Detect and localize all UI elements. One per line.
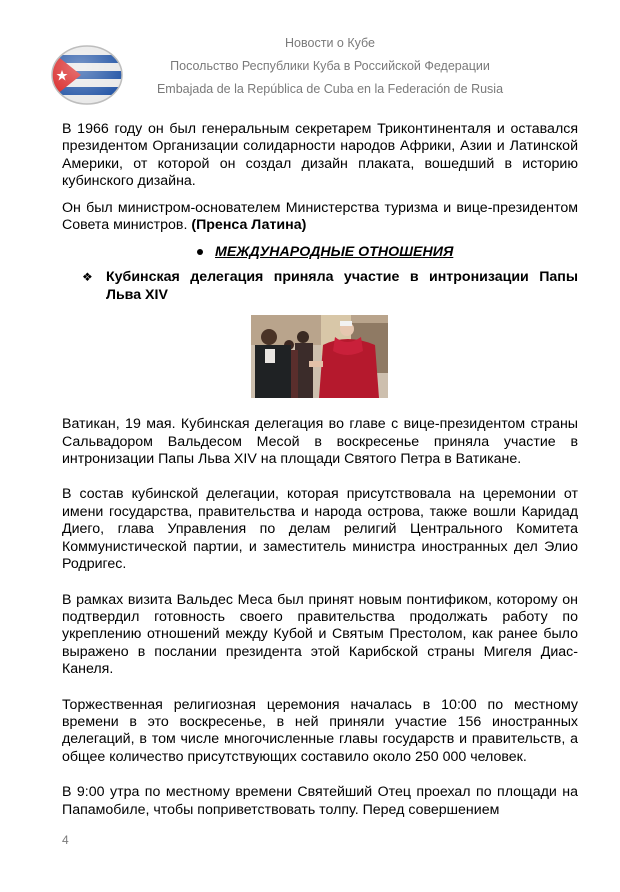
page-number: 4 [62, 833, 69, 847]
cuban-flag-logo [51, 45, 123, 105]
header-title: Новости о Кубе [285, 36, 375, 50]
header-embassy-russian: Посольство Республики Куба в Российской Федерации [170, 59, 490, 73]
article-paragraph-1: Ватикан, 19 мая. Кубинская делегация во главе с вице-президентом страны Сальвадором Вальдесом Месой в воскресенье приняла участие в интронизации Папы Льва XIV на площади Святого Петра в Ватикане. [62, 416, 578, 468]
header-embassy-spanish: Embajada de la República de Cuba en la Federación de Rusia [156, 82, 504, 96]
diamond-bullet-icon: ❖ [82, 270, 93, 285]
article-paragraph-2: В состав кубинской делегации, которая присутствовала на церемонии от имени государства, правительства и народа острова, также вошли Каридад Диего, глава Управления по делам религий Центрального Комитета Коммунистической партии, и заместитель министра иностранных дел Элио Родригес. [62, 486, 578, 573]
page-content [62, 121, 578, 819]
article-paragraph-4: Торжественная религиозная церемония началась в 10:00 по местному времени в это воскресенье, в ней приняли участие 156 иностранных делегаций, в том числе многочисленные главы государств и правительств, а общее количество присутствующих составило около 250 000 человек. [62, 696, 578, 765]
section-title: МЕЖДУНАРОДНЫЕ ОТНОШЕНИЯ [215, 243, 454, 260]
source-attribution: (Пренса Латина) [191, 217, 307, 234]
intro-paragraph-1: В 1966 году он был генеральным секретарем Триконтиненталя и оставался президентом Организации солидарности народов Африки, Азии и Латинской Америки, от которой он создал дизайн плаката, вошедший в историю кубинского дизайна. [62, 121, 578, 190]
page-header [0, 0, 620, 110]
article-photo [251, 315, 388, 398]
intro-paragraph-2 [62, 200, 578, 235]
section-heading [62, 241, 578, 263]
bullet-icon [197, 249, 203, 255]
intro-paragraph-2-text: Он был министром-основателем Министерства туризма и вице-президентом Совета министров. [62, 199, 578, 234]
article-headline-text: Кубинская делегация приняла участие в интронизации Папы Льва XIV [106, 269, 578, 303]
article-headline [62, 269, 578, 304]
article-paragraph-5: В 9:00 утра по местному времени Святейший Отец проехал по площади на Папамобиле, чтобы поприветствовать толпу. Перед совершением [62, 784, 578, 818]
article-paragraph-3: В рамках визита Вальдес Меса был принят новым понтификом, которому он подтвердил готовность своего правительства продолжать работу по укреплению отношений между Кубой и Святым Престолом, как ранее было выражено в послании президента этой Карибской страны Мигеля Диас-Канеля. [62, 591, 578, 678]
